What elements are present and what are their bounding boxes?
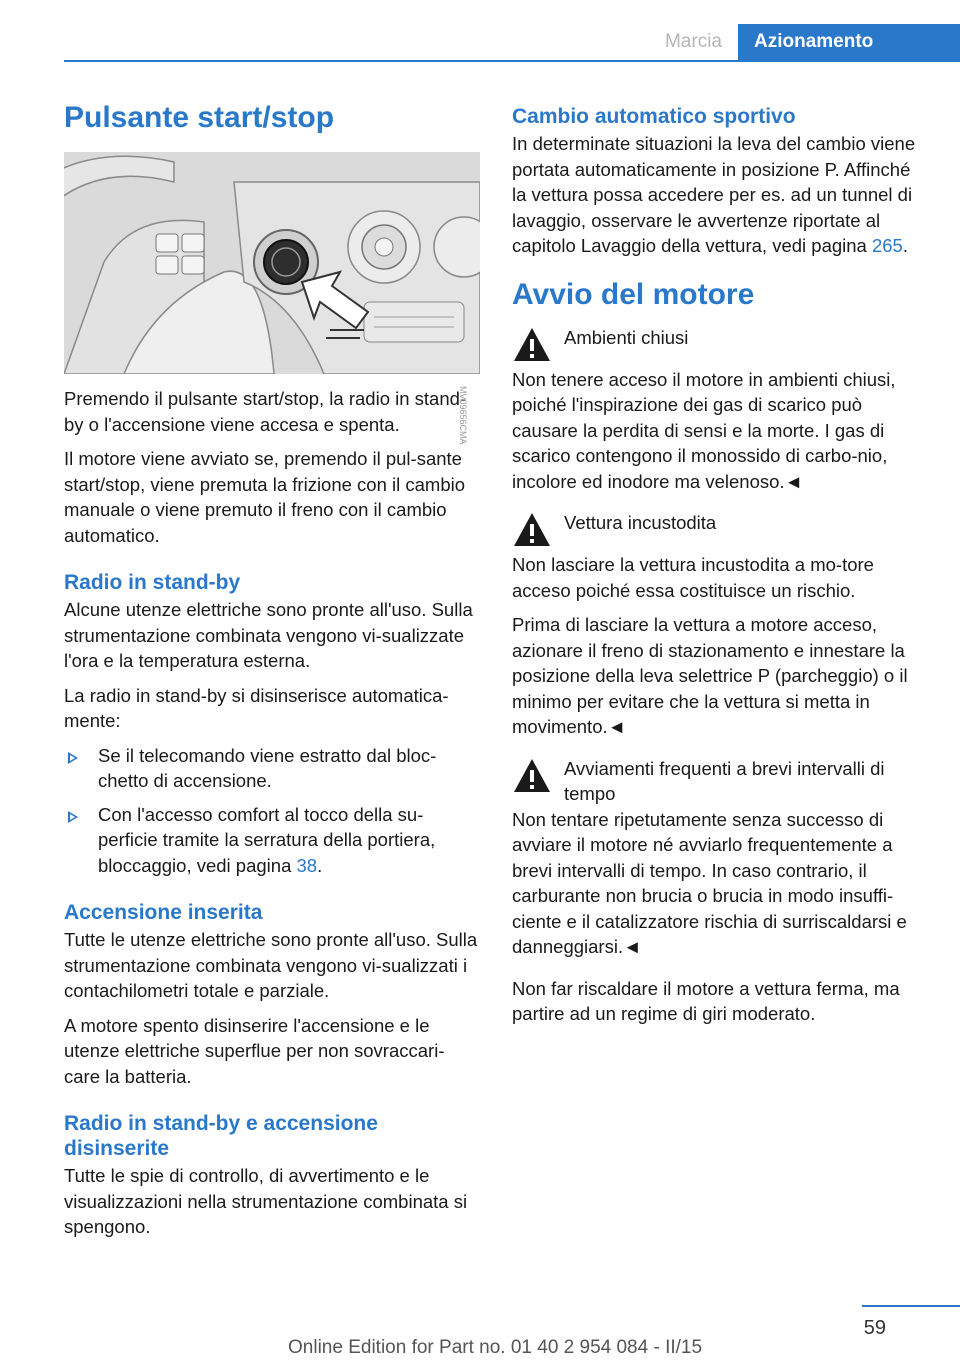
ignition-on-p1: Tutte le utenze elettriche sono pronte all'uso. Sulla strumentazione combinata vengono vi-sualizzati i contachilometri totale e parziale. <box>64 929 478 1001</box>
heading-both-off: Radio in stand-by e accensione disinserite <box>64 1112 378 1160</box>
heading-radio-standby: Radio in stand-by <box>64 571 241 594</box>
page-link-265[interactable]: 265 <box>871 235 903 256</box>
header-rule <box>64 60 960 62</box>
section-title-engine-start: Avvio del motore <box>512 277 755 311</box>
left-column <box>64 90 480 1249</box>
warning-unattended-vehicle <box>512 510 928 603</box>
warning-closed-spaces <box>512 325 928 495</box>
unattended-vehicle-p2: Prima di lasciare la vettura a motore acceso, azionare il freno di stazionamento e innestare la posizione della leva selettrice P (parcheggio) o il minimo per evitare che la vettura si metta in movimento.◄ <box>512 614 908 737</box>
heading-sport-automatic: Cambio automatico sportivo <box>512 105 796 128</box>
warning-title: Ambienti chiusi <box>564 326 689 348</box>
page-link-38[interactable]: 38 <box>296 854 318 876</box>
warning-title: Vettura incustodita <box>564 512 717 533</box>
footer-rule <box>862 1305 960 1307</box>
dashboard-drawing <box>64 152 480 374</box>
intro-paragraph-2: Il motore viene avviato se, premendo il pul-sante start/stop, viene premuta la frizione con il cambio manuale o viene premuto il freno con il cambio automatico. <box>64 448 466 546</box>
header-tabs <box>649 24 960 60</box>
warning-triangle-icon <box>512 510 552 552</box>
sport-automatic-p1: In determinate situazioni la leva del cambio viene portata automaticamente in posizione P. Affinché la vettura possa accedere per es. ad un tunnel di lavaggio, osservare le avvertenze riportate al capitolo Lavaggio della vettura, vedi pagina 265. <box>512 133 916 256</box>
both-off-p1: Tutte le spie di controllo, di avvertimento e le visualizzazioni nella strumentazione combinata si spengono. <box>64 1165 468 1237</box>
tab-section[interactable]: Marcia <box>664 31 722 52</box>
radio-standby-p1: Alcune utenze elettriche sono pronte all'uso. Sulla strumentazione combinata vengono vi-sualizzate l'ora e la temperatura esterna. <box>64 599 473 671</box>
edition-note: Online Edition for Part no. 01 40 2 954 084 - II/15 <box>288 1337 703 1358</box>
list-item: Se il telecomando viene estratto dal bloc-chetto di accensione. <box>64 743 480 794</box>
right-column <box>512 90 928 1036</box>
bullet-triangle-icon <box>68 811 78 823</box>
page-number: 59 <box>863 1317 886 1339</box>
start-stop-button-illustration <box>64 152 480 374</box>
list-item: Con l'accesso comfort al tocco della su-perficie tramite la serratura della portiera, bloccaggio, vedi pagina 38. <box>64 802 480 879</box>
warning-body: Non tenere acceso il motore in ambienti chiusi, poiché l'inspirazione dei gas di scarico può causare la perdita di sensi e la morte. I gas di scarico contengono il monossido di carbo-nio, incolore ed inodore ma velenoso.◄ <box>512 368 896 492</box>
warning-frequent-starts <box>512 756 928 960</box>
radio-standby-p2: La radio in stand-by si disinserisce automatica-mente: <box>64 684 449 731</box>
warning-title: Avviamenti frequenti a brevi intervalli di tempo <box>564 757 885 804</box>
warning-triangle-icon <box>512 756 552 798</box>
tab-chapter[interactable]: Azionamento <box>738 24 960 60</box>
radio-standby-bullets <box>64 743 480 879</box>
warning-triangle-icon <box>512 325 552 367</box>
figure-code: MV09656CMA <box>458 386 468 445</box>
bullet-triangle-icon <box>68 752 78 764</box>
ignition-on-p2: A motore spento disinserire l'accensione e le utenze elettriche superflue per non sovraccari-care la batteria. <box>64 1014 445 1087</box>
warning-body: Non lasciare la vettura incustodita a mo-tore acceso poiché essa costituisce un rischio. <box>512 554 874 601</box>
heading-ignition-on: Accensione inserita <box>64 901 263 924</box>
engine-warmup-paragraph: Non far riscaldare il motore a vettura ferma, ma partire ad un regime di giri moderato. <box>512 977 900 1024</box>
intro-paragraph-1: Premendo il pulsante start/stop, la radio in stand-by o l'accensione viene accesa e spenta. <box>64 388 467 435</box>
warning-body: Non tentare ripetutamente senza successo di avviare il motore né avviarlo frequentemente a brevi intervalli di tempo. In caso contrario, il carburante non brucia o brucia in modo insuffi-ciente e il catalizzatore rischia di surriscaldarsi e danneggiarsi.◄ <box>512 808 907 957</box>
section-title-start-stop: Pulsante start/stop <box>64 101 335 134</box>
